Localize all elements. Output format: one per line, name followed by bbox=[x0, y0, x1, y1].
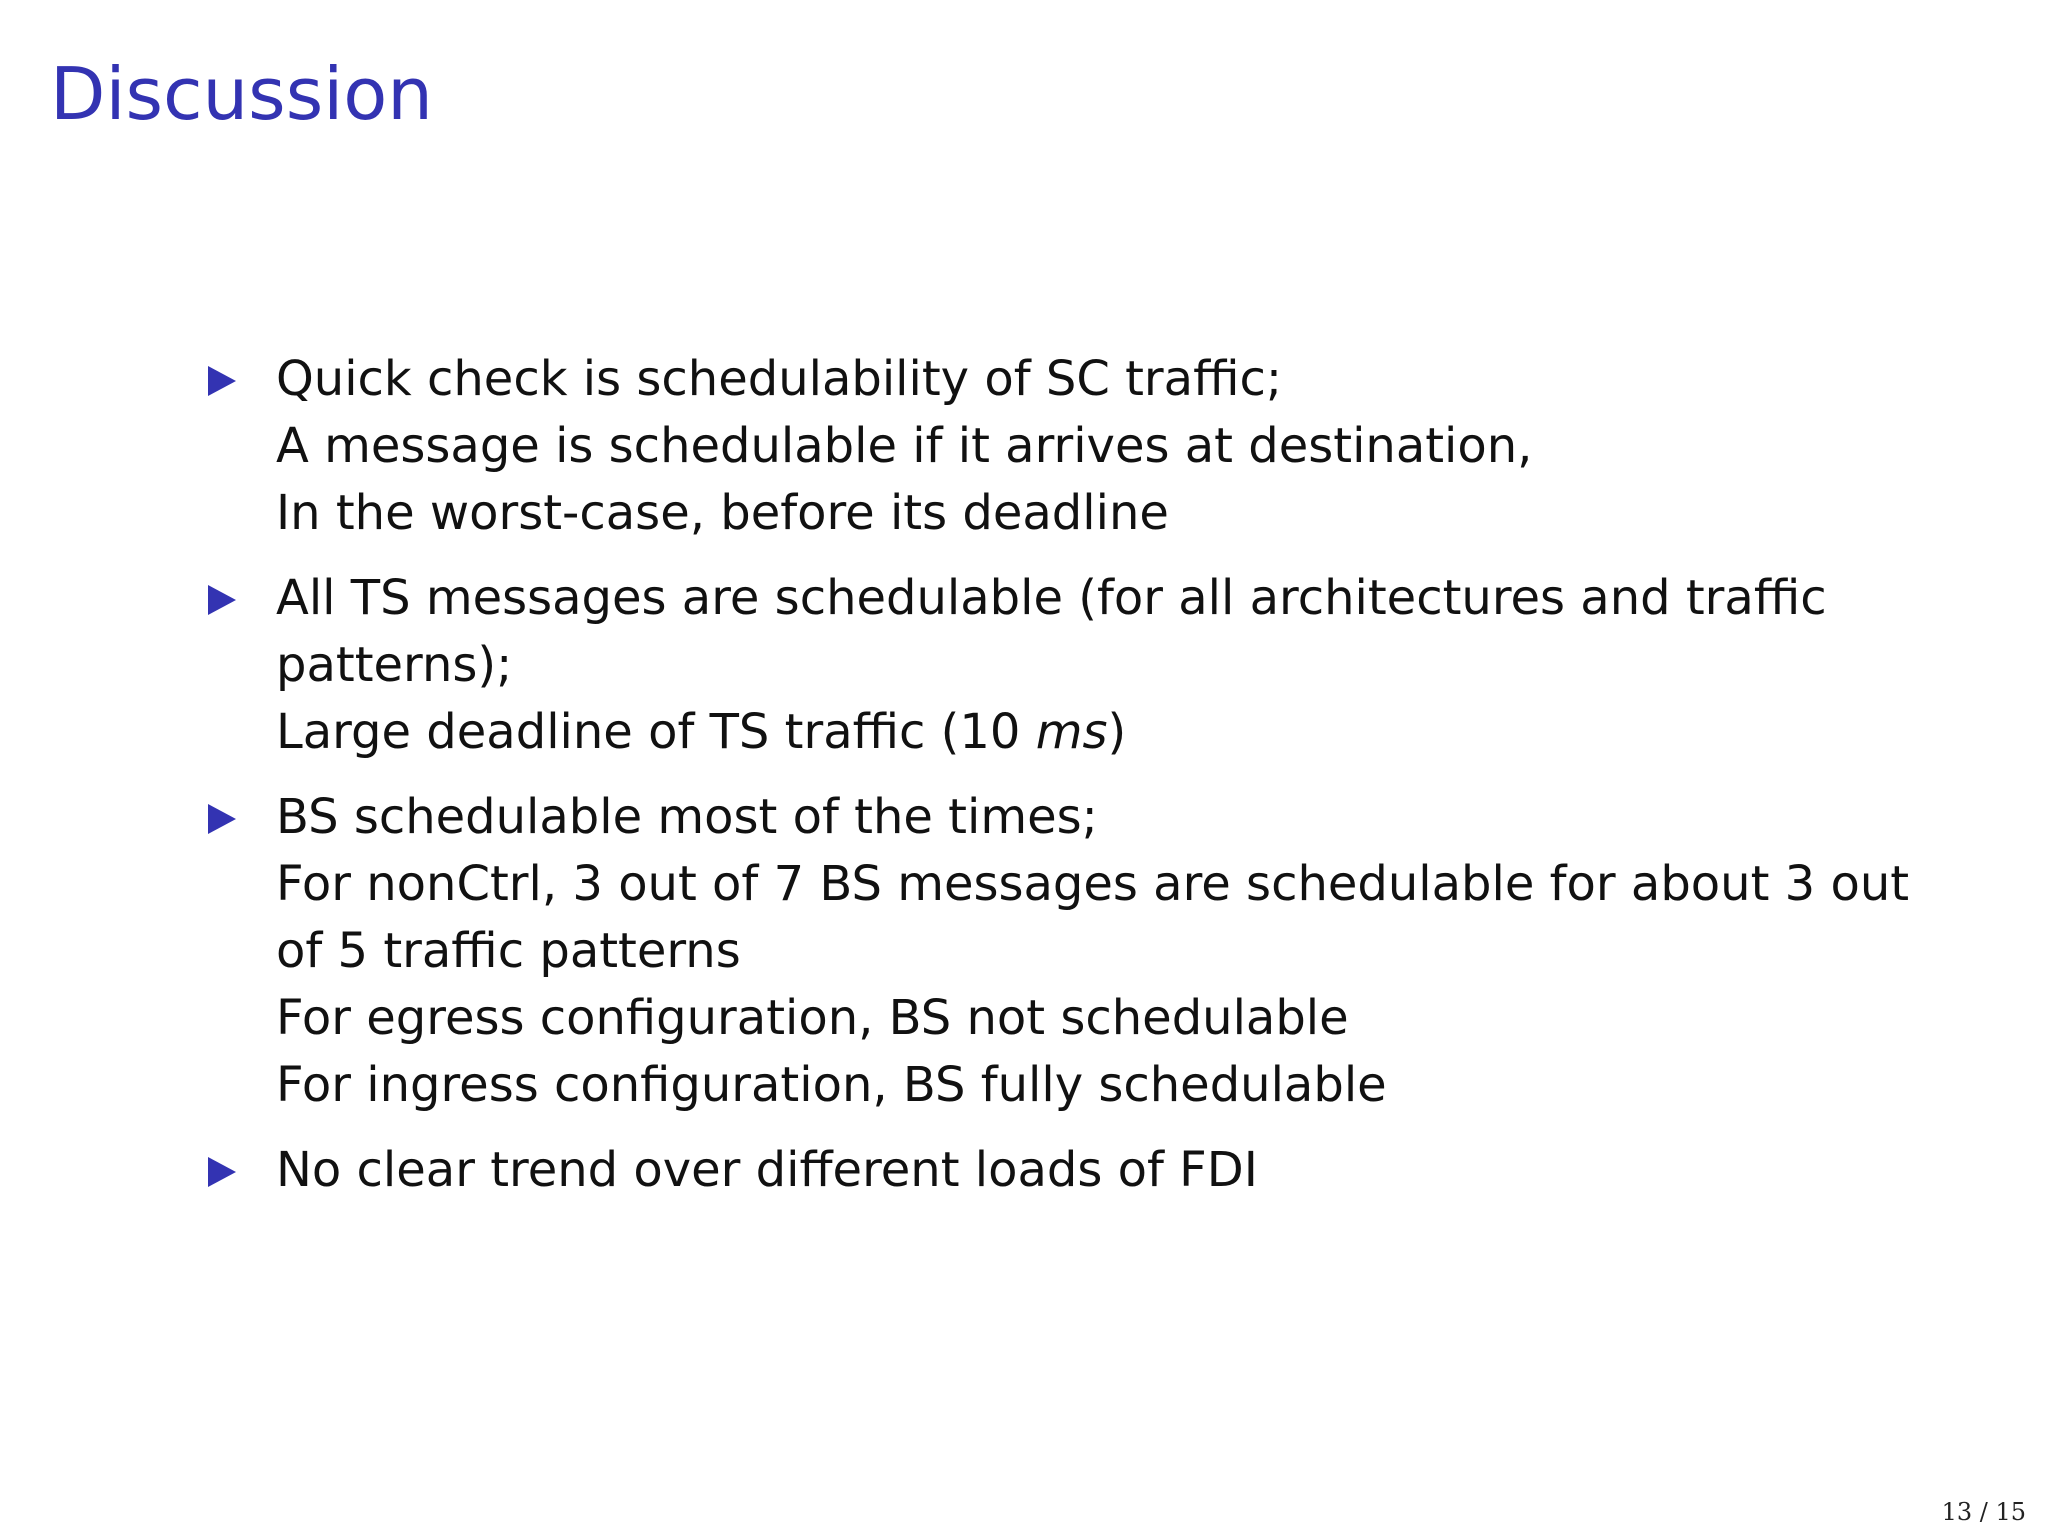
triangle-bullet-icon bbox=[208, 366, 236, 396]
bullet-item bbox=[208, 565, 1928, 766]
triangle-bullet-icon bbox=[208, 1157, 236, 1187]
bullet-item bbox=[208, 346, 1928, 547]
bullet-text-line: of 5 traffic patterns bbox=[276, 923, 741, 979]
bullet-text-line: Quick check is schedulability of SC traffic; bbox=[276, 351, 1283, 407]
bullet-list bbox=[208, 346, 1928, 1222]
bullet-text-segment: ) bbox=[1107, 704, 1127, 760]
page-number: 13 / 15 bbox=[1941, 1498, 2026, 1526]
bullet-text-line: For ingress configuration, BS fully schedulable bbox=[276, 1057, 1387, 1113]
bullet-text-line: In the worst-case, before its deadline bbox=[276, 485, 1169, 541]
bullet-text-line: patterns); bbox=[276, 637, 513, 693]
triangle-bullet-icon bbox=[208, 804, 236, 834]
bullet-text-line: A message is schedulable if it arrives at destination, bbox=[276, 418, 1533, 474]
bullet-item bbox=[208, 784, 1928, 1119]
bullet-text-line bbox=[276, 699, 1928, 766]
bullet-text-line: For egress configuration, BS not schedulable bbox=[276, 990, 1349, 1046]
bullet-item bbox=[208, 1137, 1928, 1204]
unit-emphasis-text: ms bbox=[1035, 704, 1108, 760]
bullet-text-line: For nonCtrl, 3 out of 7 BS messages are schedulable for about 3 out bbox=[276, 856, 1910, 912]
bullet-text-line: No clear trend over different loads of FDI bbox=[276, 1142, 1258, 1198]
bullet-text-line: BS schedulable most of the times; bbox=[276, 789, 1098, 845]
bullet-text-line: All TS messages are schedulable (for all architectures and traffic bbox=[276, 570, 1827, 626]
slide-title: Discussion bbox=[50, 52, 433, 136]
bullet-text-segment: Large deadline of TS traffic (10 bbox=[276, 704, 1036, 760]
triangle-bullet-icon bbox=[208, 585, 236, 615]
